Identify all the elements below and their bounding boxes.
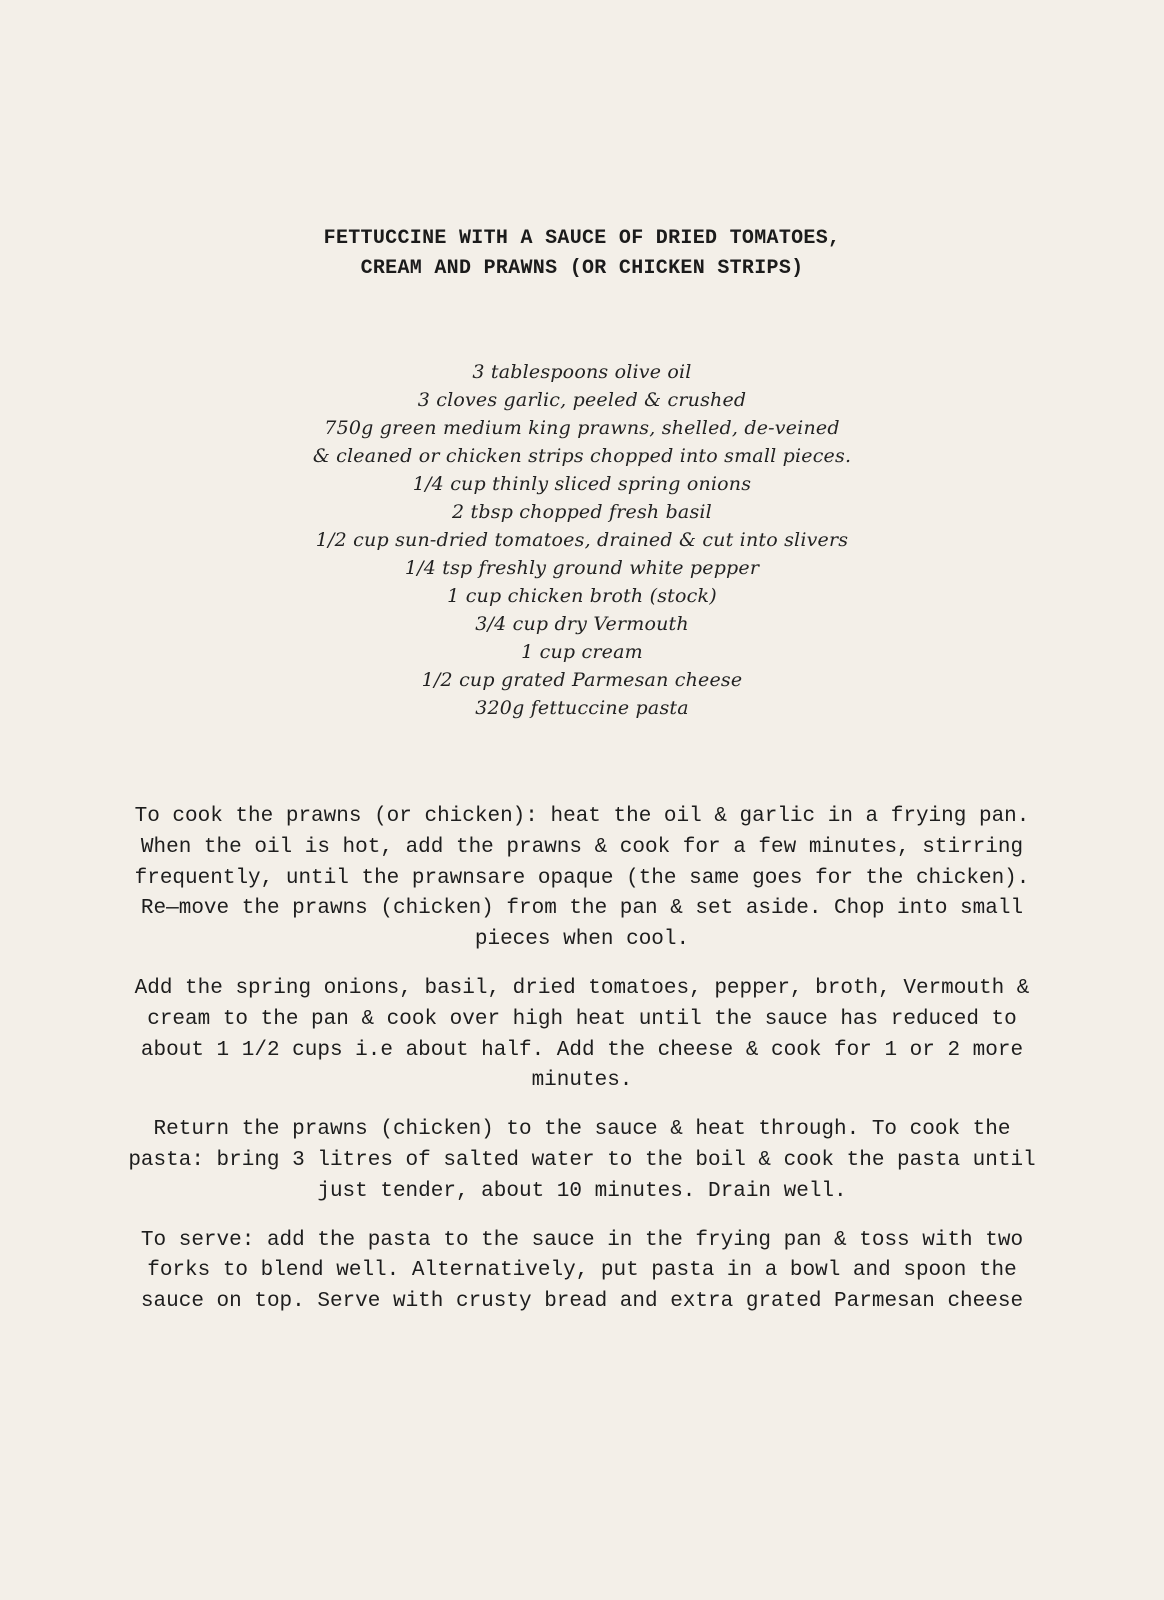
ingredient-line: 3 tablespoons olive oil [472,361,692,383]
ingredient-line: 1 cup chicken broth (stock) [447,585,717,607]
ingredient-line: 3 cloves garlic, peeled & crushed [417,389,747,411]
ingredient-line: 750g green medium king prawns, shelled, de-veined [324,417,840,439]
ingredient-line: 1/4 cup thinly sliced spring onions [412,473,752,495]
ingredient-list [0,358,1164,722]
recipe-title [0,224,1164,284]
ingredient-line: 320g fettuccine pasta [475,697,689,719]
ingredient-line: 3/4 cup dry Vermouth [475,613,689,635]
ingredient-line: 1/2 cup grated Parmesan cheese [421,669,743,691]
ingredient-line: & cleaned or chicken strips chopped into small pieces. [312,445,852,467]
method-paragraph-pasta: Return the prawns (chicken) to the sauce & heat through. To cook the pasta: bring 3 litres of salted water to the boil & cook the pasta until just tender, about 10 minutes. Drain well. [128,1118,1036,1203]
method-paragraph-sauce: Add the spring onions, basil, dried tomatoes, pepper, broth, Vermouth & cream to the pan & cook over high heat until the sauce has reduced to about 1 1/2 cups i.e about half. Add the cheese & cook for 1 or 2 more minutes. [134,976,1030,1093]
method-section [120,802,1044,1336]
recipe-title-line-2: CREAM AND PRAWNS (OR CHICKEN STRIPS) [360,257,804,280]
ingredient-line: 1 cup cream [521,641,643,663]
method-paragraph-prawns: To cook the prawns (or chicken): heat the oil & garlic in a frying pan. When the oil is hot, add the prawns & cook for a few minutes, stirring frequently, until the prawnsare opaque (the same goes for the chicken). Re—move the prawns (chicken) from the pan & set aside. Chop into small pieces when cool. [134,805,1030,952]
ingredient-line: 1/4 tsp freshly ground white pepper [404,557,760,579]
method-paragraph-serve: To serve: add the pasta to the sauce in the frying pan & toss with two forks to blend well. Alternatively, put pasta in a bowl and spoon the sauce on top. Serve with crusty bread and extra grated Parmesan cheese [140,1228,1024,1314]
recipe-title-line-1: FETTUCCINE WITH A SAUCE OF DRIED TOMATOES, [323,227,841,250]
ingredient-line: 2 tbsp chopped fresh basil [452,501,712,523]
ingredient-line: 1/2 cup sun-dried tomatoes, drained & cut into slivers [315,529,849,551]
